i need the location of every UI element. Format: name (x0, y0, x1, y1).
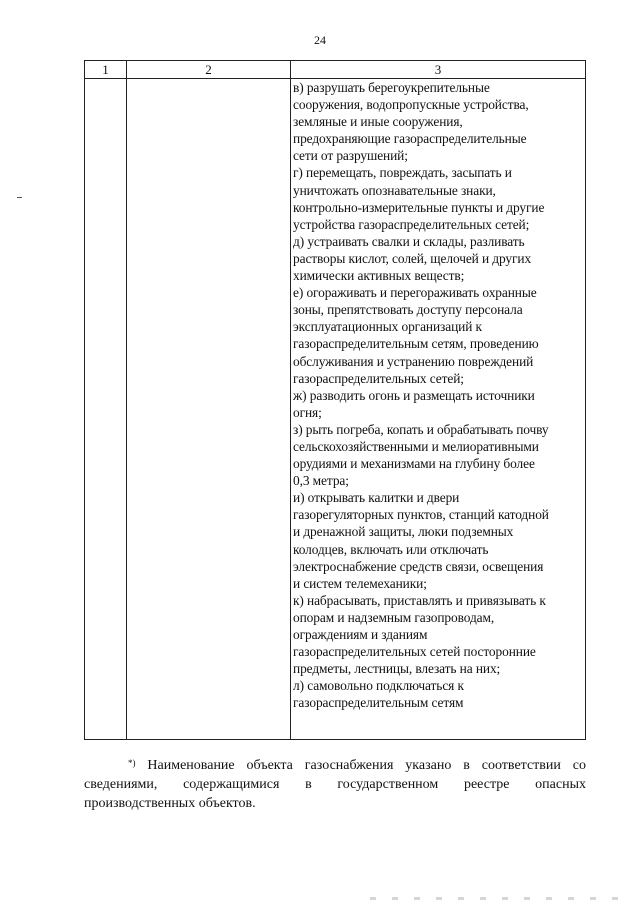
table-line: д) устраивать свалки и склады, разливать (293, 233, 525, 249)
table-line: предметы, лестницы, влезать на них; (293, 661, 501, 677)
table-line: г) перемещать, повреждать, засыпать и (293, 165, 512, 181)
table-line: растворы кислот, солей, щелочей и других (293, 250, 532, 266)
footnote-line-3: производственных объектов. (84, 796, 256, 811)
table-line: электроснабжение средств связи, освещения (293, 558, 544, 574)
header-cell-1: 1 (102, 62, 109, 77)
table-line: и дренажной защиты, люки подземных (293, 524, 514, 540)
table-line: ж) разводить огонь и размещать источники (293, 387, 535, 403)
table-line: газораспределительных сетей; (293, 370, 464, 386)
document-table (84, 60, 586, 740)
table-line: опорам и надземным газопроводам, (293, 609, 495, 625)
footnote-line-2 (84, 775, 586, 794)
table-line: уничтожать опознавательные знаки, (293, 182, 496, 198)
footnote-word: реестре (463, 777, 510, 792)
table-line: огня; (293, 404, 322, 420)
column-divider-1 (126, 61, 127, 739)
table-line: сооружения, водопропускные устройства, (293, 97, 529, 113)
table-line: ограждениям и зданиям (293, 627, 428, 642)
footnote-line-1 (84, 756, 586, 775)
table-line: и) открывать калитки и двери (293, 490, 460, 506)
table-line: зоны, препятствовать доступу персонала (293, 302, 523, 318)
table-line: в) разрушать берегоукрепительные (293, 80, 490, 95)
table-line: газораспределительным сетям, проведению (293, 336, 539, 352)
table-line: обслуживания и устранению повреждений (293, 353, 534, 369)
table-line: з) рыть погреба, копать и обрабатывать почву (293, 421, 549, 437)
table-line: устройства газораспределительных сетей; (293, 216, 530, 232)
table-line: орудиями и механизмами на глубину более (293, 456, 535, 472)
table-line: эксплуатационных организаций к (293, 319, 482, 335)
table-line: е) огораживать и перегораживать охранные (293, 285, 537, 301)
margin-mark (17, 197, 22, 198)
footnote-word: содержащимися (183, 777, 280, 792)
column-3-content (293, 79, 585, 711)
table-line: колодцев, включать или отключать (293, 541, 489, 557)
table-line: предохраняющие газораспределительные (293, 131, 527, 147)
header-cell-3: 3 (434, 62, 442, 77)
footnote-word: опасных (535, 777, 586, 792)
table-line: газорегуляторных пунктов, станций катодной (293, 507, 549, 523)
table-line: и систем телемеханики; (293, 575, 427, 591)
footnote-word: в (305, 777, 312, 792)
table-line: л) самовольно подключаться к (293, 678, 464, 694)
table-line: газораспределительным сетям (293, 695, 464, 711)
footnote-word: сведениями, (84, 777, 158, 792)
table-line: сельскохозяйственными и мелиоративными (293, 438, 539, 454)
footnote (84, 756, 586, 813)
page-number: 24 (314, 33, 326, 47)
footnote-word: государственном (337, 777, 439, 792)
column-divider-2 (290, 61, 291, 739)
footnote-marker: *) (128, 758, 136, 768)
table-line: к) набрасывать, приставлять и привязывать к (293, 592, 546, 608)
header-cell-2: 2 (205, 62, 212, 77)
scan-artifact (370, 897, 620, 900)
table-line: земляные и иные сооружения, (293, 114, 463, 130)
table-line: 0,3 метра; (293, 473, 349, 489)
table-line: газораспределительных сетей посторонние (293, 644, 536, 660)
table-line: сети от разрушений; (293, 148, 408, 164)
table-line: химически активных веществ; (293, 268, 465, 284)
footnote-text-1: Наименование объекта газоснабжения указано в соответствии со (147, 758, 586, 773)
table-line: контрольно-измерительные пункты и другие (293, 199, 545, 215)
